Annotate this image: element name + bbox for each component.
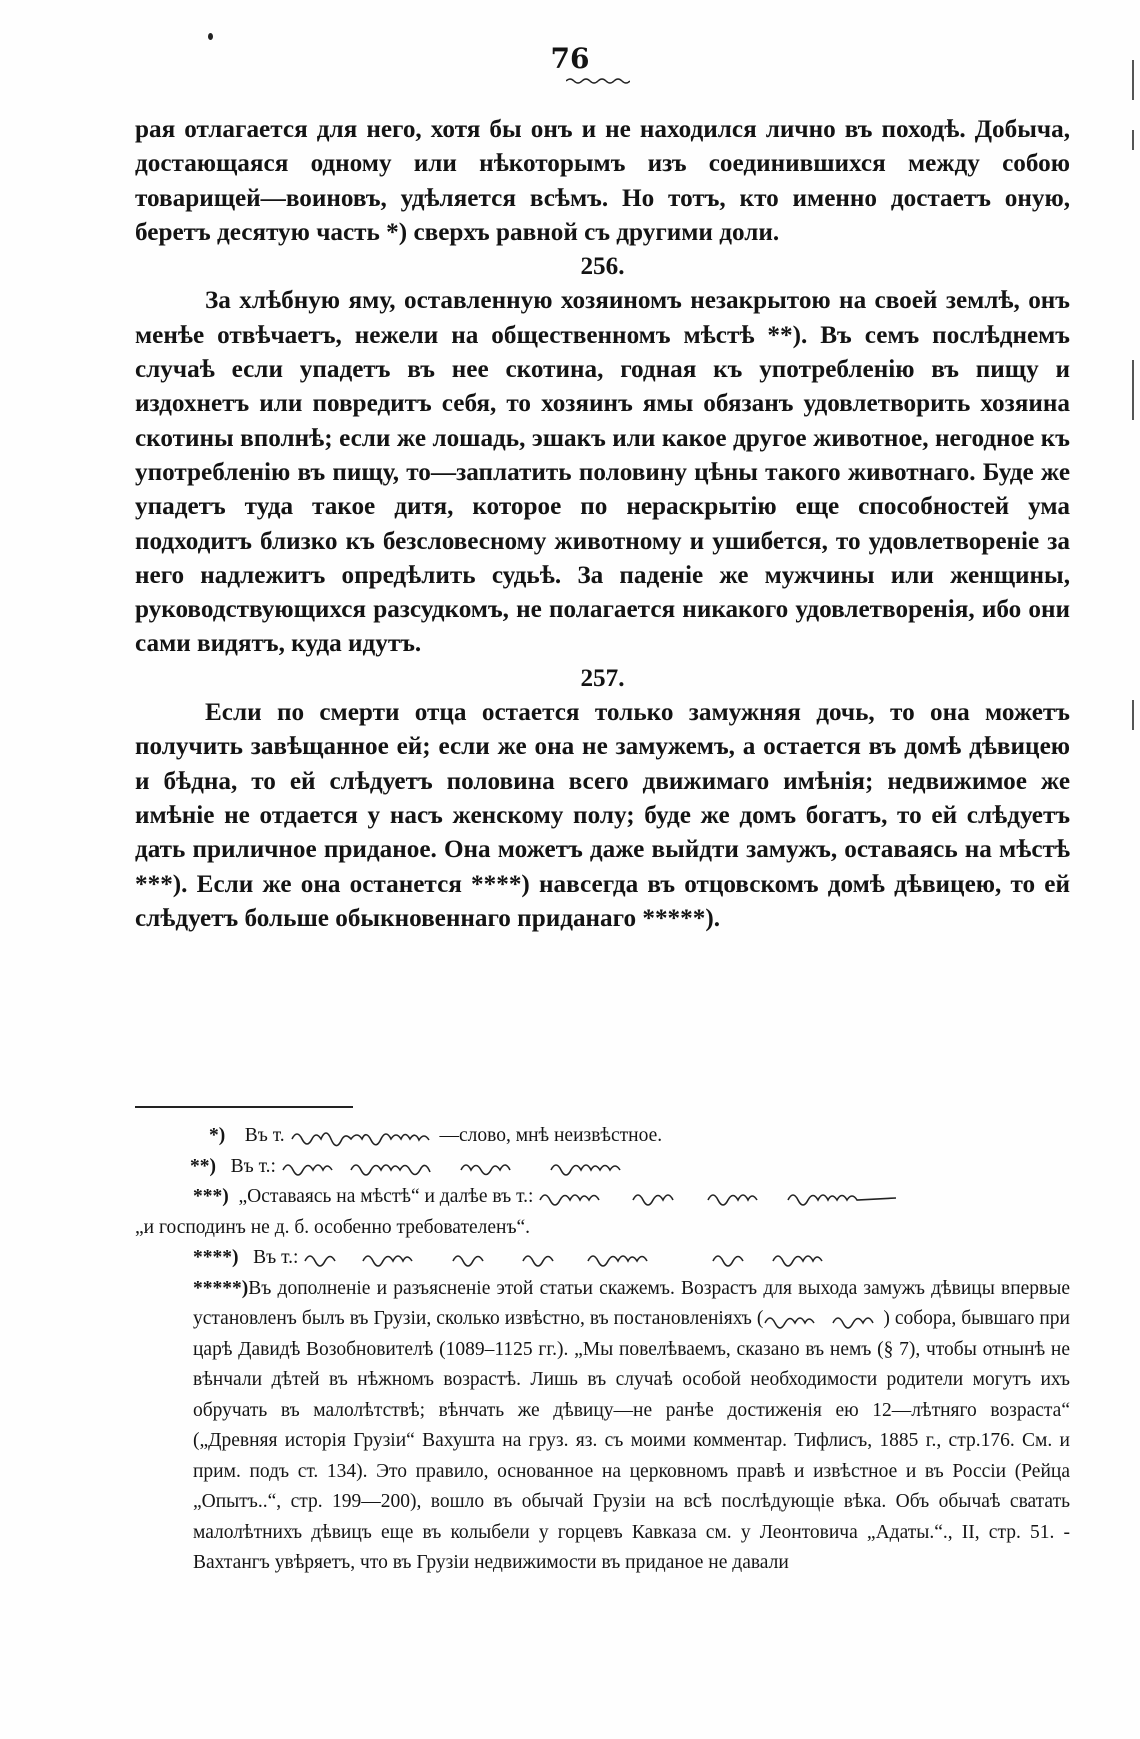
section-number-256: 256. (580, 253, 625, 281)
paragraph-intro: рая отлагается для него, хотя бы онъ и не находился лично въ походѣ. Добыча, достающаяся одному или нѣкоторымъ изъ соединившихся между собою товарищей—воиновъ, удѣляется всѣмъ. Но тотъ, кто именно достаетъ оную, беретъ десятую часть *) сверхъ равной съ другими доли. (135, 116, 1070, 246)
footnote-3: ***) „Оставаясь на мѣстѣ“ и далѣе въ т.: (135, 1182, 1070, 1213)
section-256-text: За хлѣбную яму, оставленную хозяиномъ незакрытою на своей землѣ, онъ менѣе отвѣчаетъ, нежели на общественномъ мѣстѣ **). Въ семъ послѣднемъ случаѣ если упадетъ въ нее скотина, годная къ употребленію въ пищу и издохнетъ или повредитъ себя, то хозяинъ ямы обязанъ удовлетворить хозяина скотины вполнѣ; если же лошадь, эшакъ или какое другое животное, негодное къ употребленію въ пищу, то—заплатить половину цѣны такого животнаго. Буде же упадетъ туда такое дитя, которое по нераскрытію еще способностей ума подходитъ близко къ безсловесному животному и ушибется, то удовлетвореніе за него надлежитъ опредѣлить судьѣ. За паденіе же мужчины или женщины, руководствующихся разсудкомъ, не полагается никакого удовлетворенія, ибо они сами видятъ, куда идутъ. (135, 287, 1070, 658)
footnote-1: *) Въ т. —слово, мнѣ неизвѣстное. (135, 1121, 1070, 1152)
georgian-script-phrase-icon (281, 1154, 661, 1180)
footnote-divider (135, 1106, 353, 1108)
georgian-script-phrase-icon (303, 1245, 863, 1271)
footnote-2: **) Въ т.: (135, 1152, 1070, 1183)
page-number-underline-icon (566, 77, 630, 85)
page-number: 76 (550, 42, 590, 75)
footnotes (135, 1121, 1070, 1579)
georgian-script-word-icon (763, 1308, 883, 1332)
section-257-text: Если по смерти отца остается только замужняя дочь, то она можетъ получить завѣщанное ей; если же она не замужемъ, а остается въ домѣ дѣвицею и бѣдна, то ей слѣдуетъ половина всего движимаго имѣнія; недвижимое же имѣніе не отдается у насъ женскому полу; буде же домъ богатъ, то ей слѣдуетъ дать приличное приданое. Она можетъ даже выйдти замужъ, оставаясь на мѣстѣ ***). Если же она останется ****) навсегда въ отцовскомъ домѣ дѣвицею, то ей слѣдуетъ больше обыкновеннаго приданаго *****). (135, 699, 1070, 932)
footnote-3-continuation: „и господинъ не д. б. особенно требователенъ“. (135, 1216, 531, 1238)
main-text (135, 113, 1070, 936)
ink-dot (208, 33, 213, 40)
footnote-4: ****) Въ т.: (135, 1243, 1070, 1274)
footnote-5: *****)Въ дополненіе и разъясненіе этой статьи скажемъ. Возрастъ для выхода замужъ дѣвицы впервые установленъ былъ въ Грузіи, сколько извѣстно, въ постановленіяхъ ( ) собора, бывшаго при царѣ Давидѣ Возобновителѣ (1089–1125 гг.). „Мы повелѣваемъ, сказано въ немъ (§ 7), чтобы отнынѣ не вѣнчали дѣтей въ нѣжномъ возрастѣ. Лишь въ случаѣ особой необходимости родители могутъ ихъ обручать въ малолѣтствѣ; вѣнчать же дѣвицу—не ранѣе достиженія ею 12—лѣтняго возраста“ („Древняя исторія Грузіи“ Вахушта на груз. яз. съ моими комментар. Тифлисъ, 1885 г., стр.176. См. и прим. подъ ст. 134). Это правило, основанное на церковномъ правѣ и извѣстное и въ Россіи (Рейца „Опытъ..“, стр. 199—200), вошло въ обычай Грузіи на всѣ послѣдующіе вѣка. Объ обычаѣ сватать малолѣтнихъ дѣвицъ еще въ колыбели у горцевъ Кавказа см. у Леонтовича „Адаты.“., II, стр. 51. - Вахтангъ увѣряетъ, что въ Грузіи недвижимости въ приданое не давали (193, 1277, 1070, 1573)
page-edge-marks (1130, 60, 1136, 780)
georgian-script-word-icon (290, 1123, 440, 1149)
section-number-257: 257. (580, 664, 625, 692)
georgian-script-phrase-icon (538, 1184, 898, 1210)
